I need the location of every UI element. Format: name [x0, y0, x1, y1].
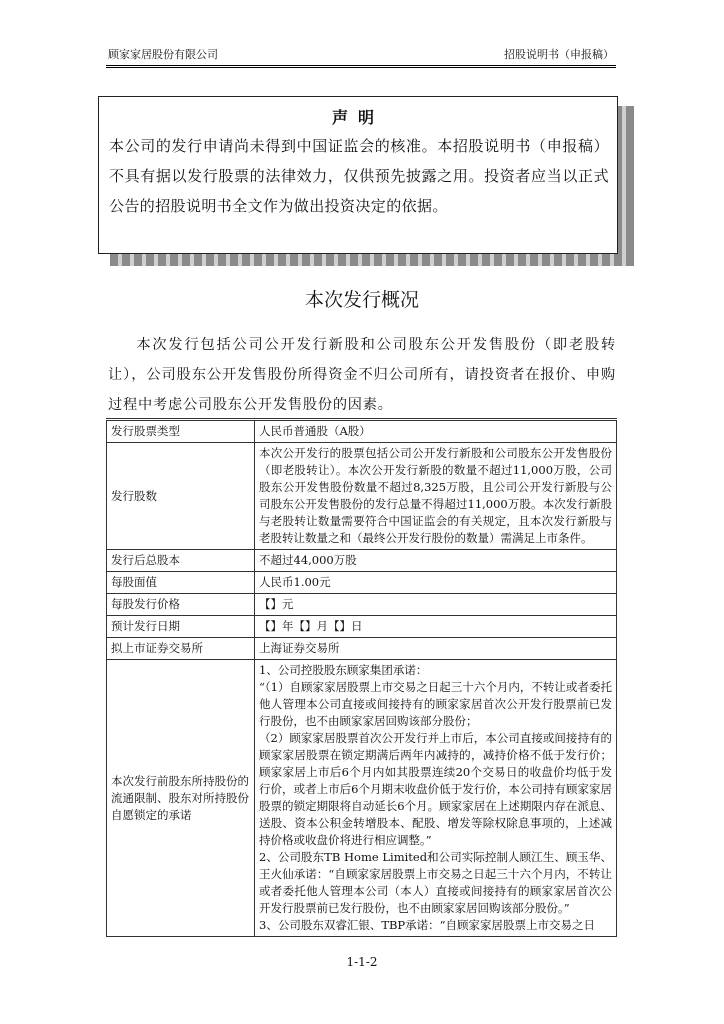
row-value: 上海证券交易所	[255, 638, 617, 660]
row-label: 拟上市证券交易所	[107, 638, 255, 660]
row-label: 发行股票类型	[107, 421, 255, 443]
row-value: 不超过44,000万股	[255, 550, 617, 572]
table-top-rule	[106, 418, 617, 419]
row-label: 每股面值	[107, 572, 255, 594]
table-row	[107, 660, 617, 937]
lockup-line: 3、公司股东双睿汇银、TBP承诺：“自顾家家居股票上市交易之日	[259, 918, 596, 932]
row-label: 发行后总股本	[107, 550, 255, 572]
header-rule-thin	[106, 67, 616, 68]
row-label: 发行股数	[107, 443, 255, 550]
row-value: 本次公开发行的股票包括公司公开发行新股和公司股东公开发售股份（即老股转让）。本次公开发行新股的数量不超过11,000万股，公司股东公开发售股份数量不超过8,325万股，且公司公开发行新股与公司股东公开发售股份的发行总量不得超过11,000万股。本次发行新股与老股转让数量需要符合中国证监会的有关规定，且本次发行新股与老股转让数量之和（最终公开发行股份的数量）需满足上市条件。	[255, 443, 617, 550]
table-row	[107, 638, 617, 660]
declaration-body: 本公司的发行申请尚未得到中国证监会的核准。本招股说明书（申报稿）不具有据以发行股票的法律效力，仅供预先披露之用。投资者应当以正式公告的招股说明书全文作为做出投资决定的依据。	[109, 137, 609, 215]
declaration-title: 声明	[331, 108, 384, 127]
row-value: 人民币普通股（A股）	[255, 421, 617, 443]
section-intro: 本次发行包括公司公开发行新股和公司股东公开发售股份（即老股转让），公司股东公开发售股份所得资金不归公司所有，请投资者在报价、申购过程中考虑公司股东公开发售股份的因素。	[108, 337, 616, 413]
page-number: 1-1-2	[346, 955, 378, 969]
lockup-line: （2）顾家家居股票首次公开发行并上市后，本公司直接或间接持有的顾家家居股票在锁定期满后两年内减持的，减持价格不低于发行价；顾家家居上市后6个月内如其股票连续20个交易日的收盘价均低于发行价，或者上市后6个月期末收盘价低于发行价，本公司持有顾家家居股票的锁定期限将自动延长6个月。顾家家居在上述期限内存在派息、送股、资本公积金转增股本、配股、增发等除权除息事项的，上述减持价格或收盘价将进行相应调整。”	[259, 731, 612, 847]
declaration-box	[98, 96, 618, 254]
lockup-line: 2、公司股东TB Home Limited和公司实际控制人顾江生、顾玉华、王火仙承诺：“自顾家家居股票上市交易之日起三十六个月内，不转让或者委托他人管理本公司（本人）直接或间接持有的顾家家居首次公开发行股票前已发行股份，也不由顾家家居回购该部分股份。”	[259, 850, 612, 915]
header-doc-title: 招股说明书（申报稿）	[504, 48, 614, 61]
row-label: 本次发行前股东所持股份的流通限制、股东对所持股份自愿锁定的承诺	[107, 660, 255, 937]
table-row	[107, 421, 617, 443]
row-value: 【】元	[255, 594, 617, 616]
header-rule	[106, 65, 616, 66]
table-row	[107, 616, 617, 638]
table-row	[107, 572, 617, 594]
row-label: 每股发行价格	[107, 594, 255, 616]
lockup-line: “（1）自顾家家居股票上市交易之日起三十六个月内，不转让或者委托他人管理本公司直接或间接持有的顾家家居首次公开发行股票前已发行股份，也不由顾家家居回购该部分股份；	[259, 680, 612, 728]
row-value: 【】年【】月【】日	[255, 616, 617, 638]
row-value: 人民币1.00元	[255, 572, 617, 594]
lockup-line: 1、公司控股股东顾家集团承诺：	[259, 663, 428, 677]
table-row	[107, 443, 617, 550]
section-title: 本次发行概况	[304, 289, 419, 311]
table-row	[107, 594, 617, 616]
row-value-lockup	[255, 660, 617, 937]
table-row	[107, 550, 617, 572]
header-company: 顾家家居股份有限公司	[108, 48, 218, 61]
offering-overview-table	[106, 420, 617, 937]
row-label: 预计发行日期	[107, 616, 255, 638]
